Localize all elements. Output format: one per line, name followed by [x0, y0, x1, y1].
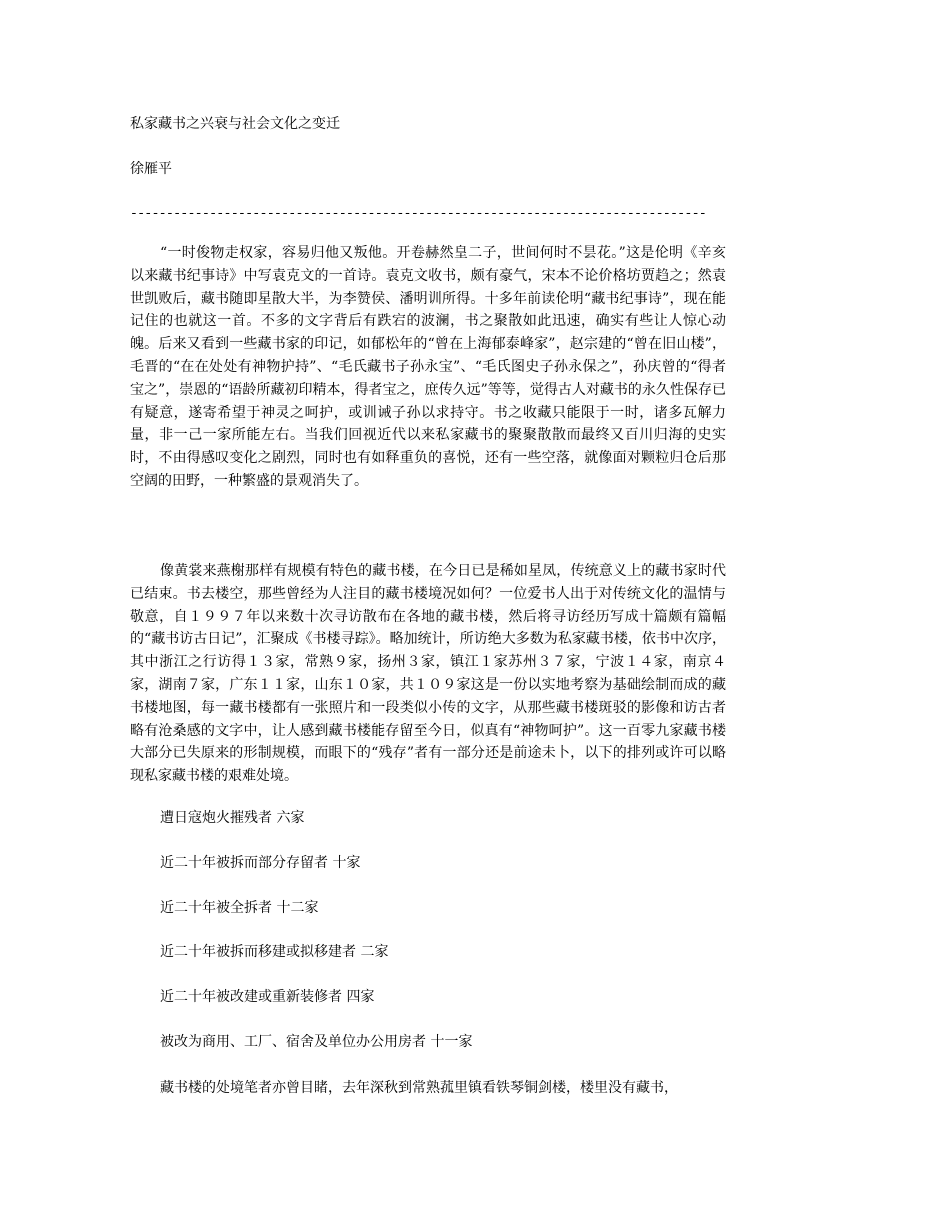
body-paragraph: 像黄裳来燕榭那样有规模有特色的藏书楼，在今日已是稀如星凤，传统意义上的藏书家时代已结束。书去楼空，那些曾经为人注目的藏书楼境况如何？一位爱书人出于对传统文化的温情与敬意，自１９９７年以来数十次寻访散布在各地的藏书楼，然后将寻访经历写成十篇颇有篇幅的“藏书访古日记”，汇聚成《书楼寻踪》。略加统计，所访绝大多数为私家藏书楼，依书中次序，其中浙江之行访得１３家，常熟９家，扬州３家，镇江１家苏州３７家，宁波１４家，南京４家，湖南７家，广东１１家，山东１０家，共１０９家这是一份以实地考察为基础绘制而成的藏书楼地图，每一藏书楼都有一张照片和一段类似小传的文字，从那些藏书楼斑驳的影像和访古者略有沧桑感的文字中，让人感到藏书楼能存留至今日，似真有“神物呵护”。这一百零九家藏书楼大部分已失原来的形制规模，而眼下的“残存”者有一部分还是前途未卜，以下的排列或许可以略现私家藏书楼的艰难处境。: [130, 563, 726, 785]
list-item: 近二十年被全拆者 十二家: [160, 900, 319, 916]
body-paragraph: “一时俊物走权家，容易归他又叛他。开卷赫然皇二子，世间何时不昙花。”这是伦明《辛亥以来藏书纪事诗》中写袁克文的一首诗。袁克文收书，颇有豪气，宋本不论价格坊贾趋之；然袁世凯败后，藏书随即星散大半，为李赞侯、潘明训所得。十多年前读伦明“藏书纪事诗”，现在能记住的也就这一首。不多的文字背后有跌宕的波澜，书之聚散如此迅速，确实有些让人惊心动魄。后来又看到一些藏书家的印记，如郁松年的“曾在上海郁泰峰家”，赵宗建的“曾在旧山楼”，毛晋的“在在处处有神物护持”、“毛氏藏书子孙永宝”、“毛氏图史子孙永保之”，孙庆曾的“得者宝之”，崇恩的“语龄所藏初印精本，得者宝之，庶传久远”等等，觉得古人对藏书的永久性保存已有疑意，遂寄希望于神灵之呵护，或训诫子孙以求持守。书之收藏只能限于一时，诸多瓦解力量，非一己一家所能左右。当我们回视近代以来私家藏书的聚聚散散而最终又百川归海的史实时，不由得感叹变化之剧烈，同时也有如释重负的喜悦，还有一些空落，就像面对颗粒归仓后那空阔的田野，一种繁盛的景观消失了。: [130, 245, 726, 489]
list-item: 近二十年被拆而移建或拟移建者 二家: [160, 944, 389, 960]
document-title: 私家藏书之兴衰与社会文化之变迁: [130, 116, 340, 132]
list-item: 被改为商用、工厂、宿舍及单位办公用房者 十一家: [160, 1034, 473, 1050]
list-item: 遭日寇炮火摧残者 六家: [160, 810, 305, 826]
list-item: 近二十年被改建或重新装修者 四家: [160, 989, 375, 1005]
separator-line: --------------------------------------------------------------------------------: [130, 206, 707, 221]
list-item: 近二十年被拆而部分存留者 十家: [160, 855, 361, 871]
author-name: 徐雁平: [130, 161, 172, 177]
body-paragraph-final: 藏书楼的处境笔者亦曾目睹，去年深秋到常熟菰里镇看铁琴铜剑楼，楼里没有藏书，: [160, 1080, 678, 1096]
